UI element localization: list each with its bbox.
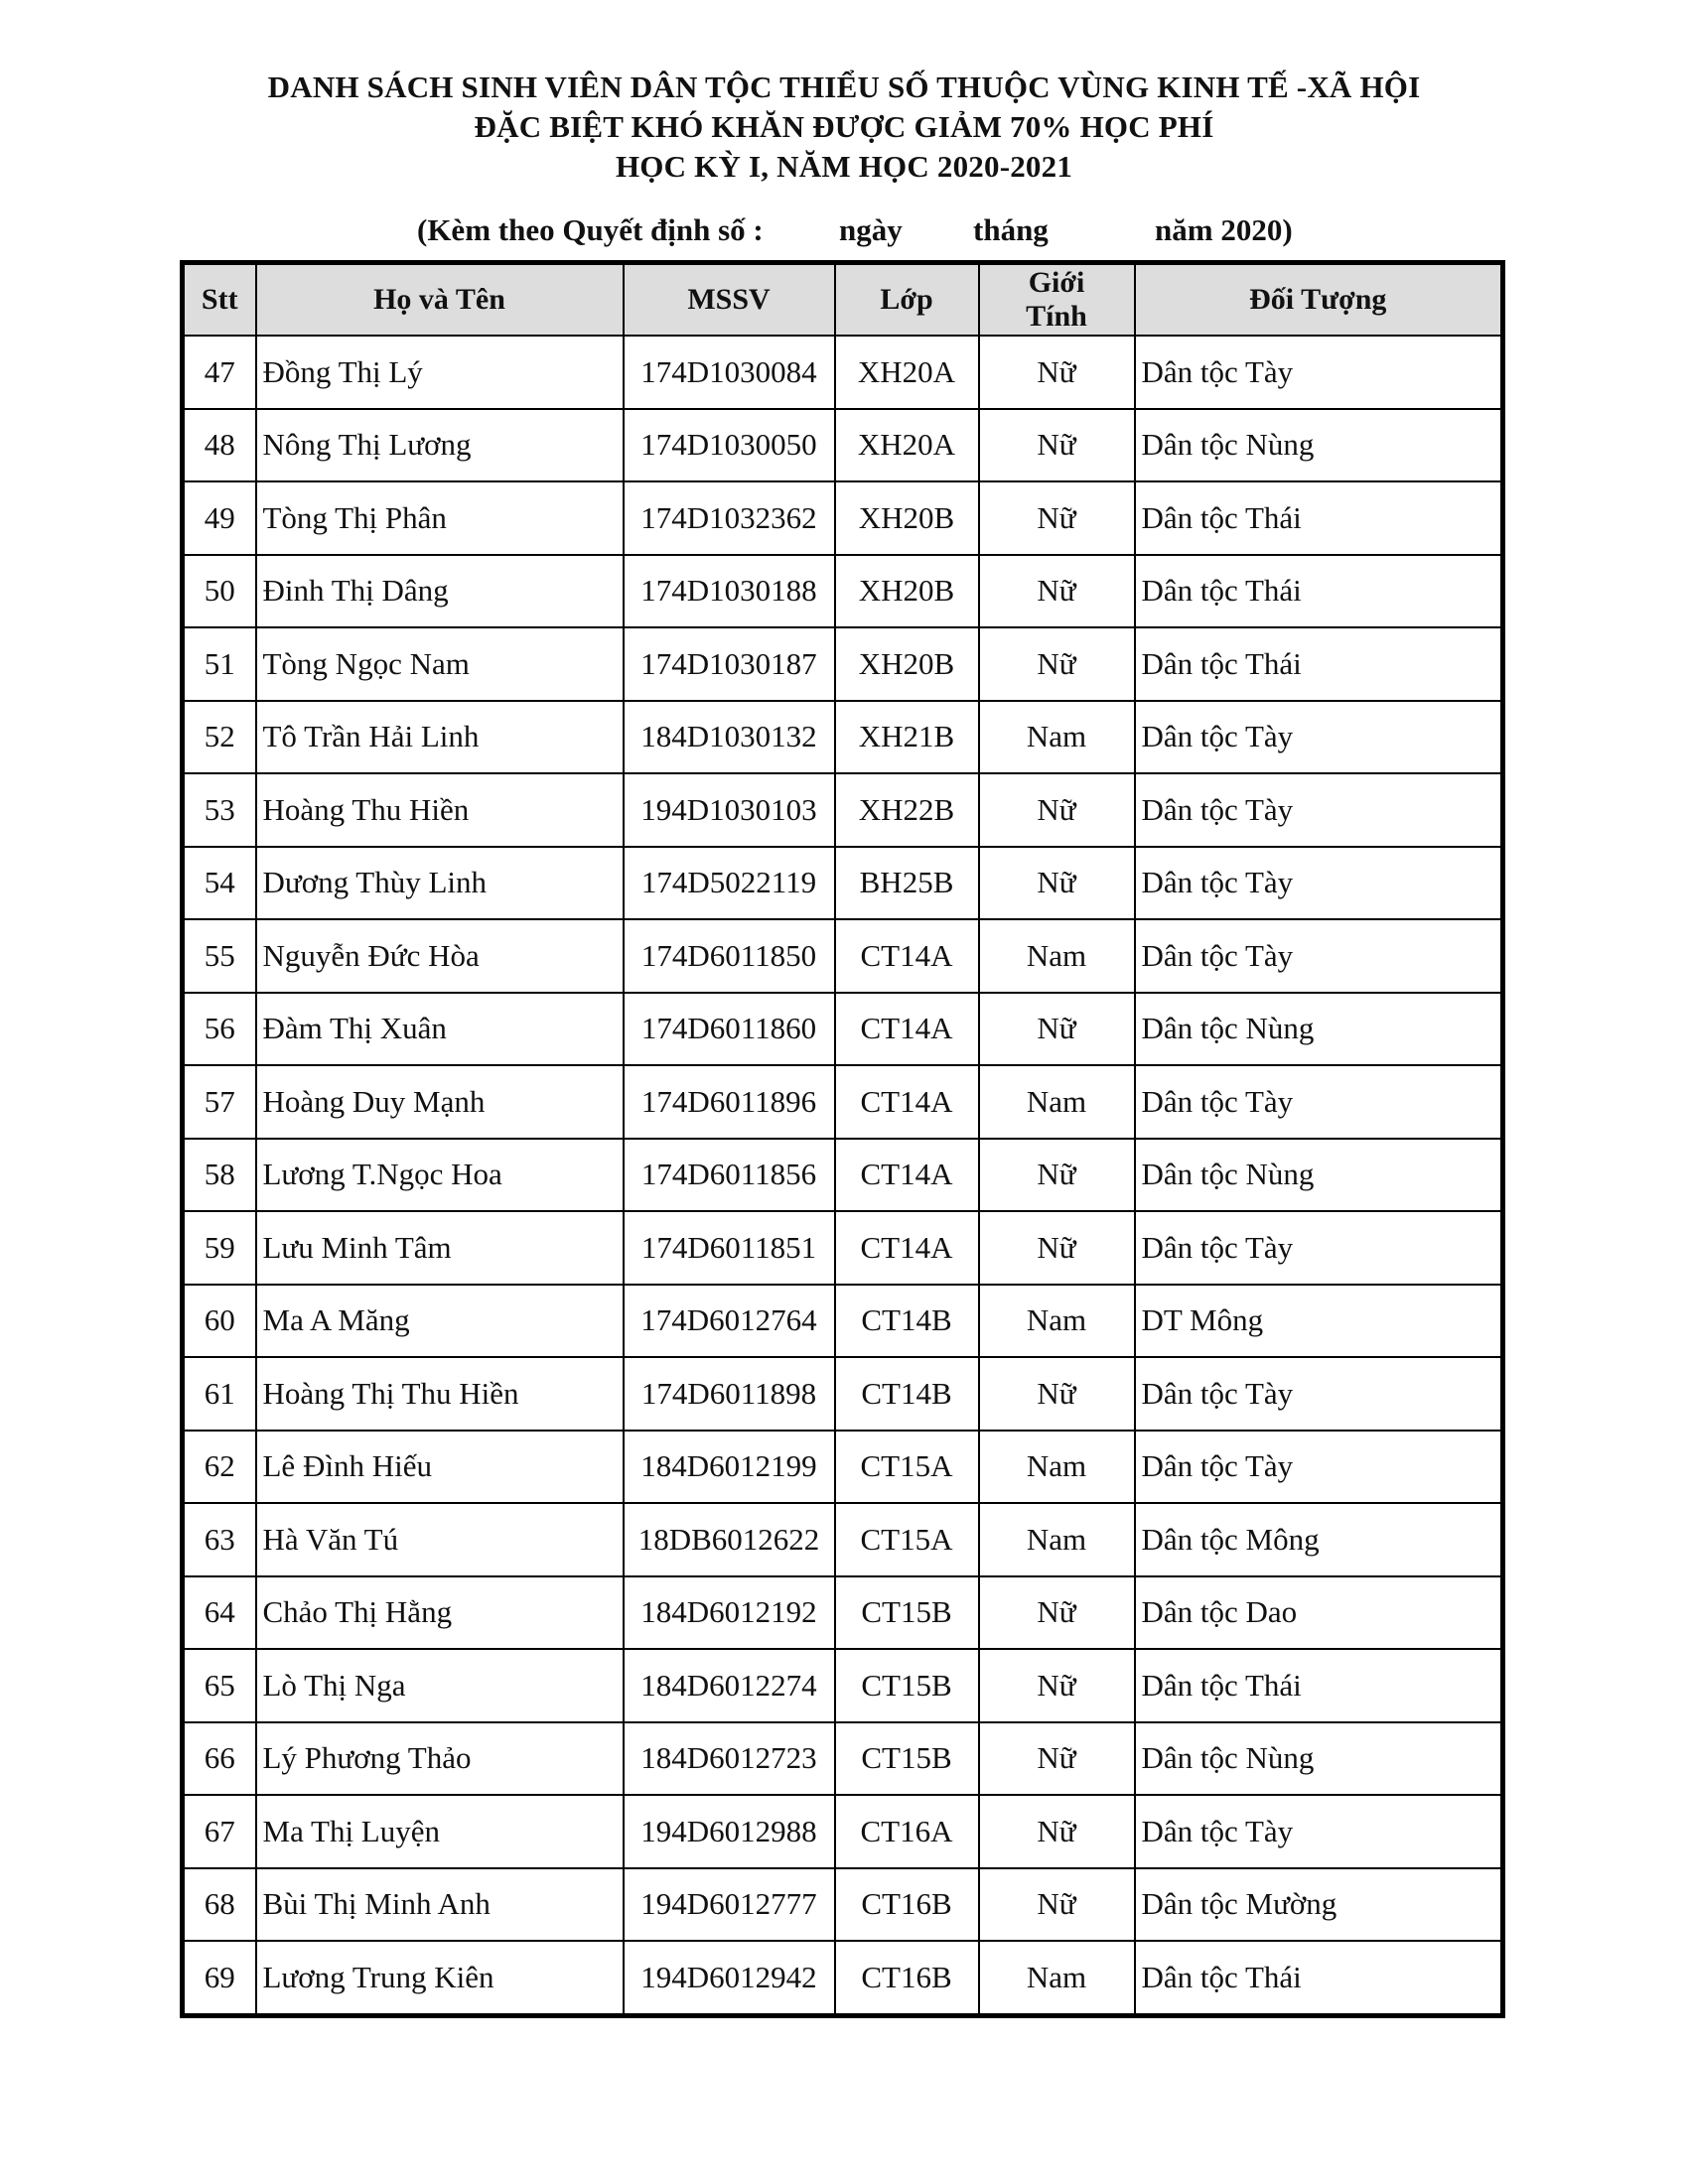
cell-category: DT Mông <box>1135 1285 1503 1358</box>
cell-stt: 67 <box>183 1795 256 1868</box>
cell-class: XH20B <box>835 627 979 701</box>
cell-stt: 57 <box>183 1065 256 1139</box>
decision-prefix: (Kèm theo Quyết định số : <box>417 212 764 247</box>
cell-class: XH20A <box>835 409 979 482</box>
cell-mssv: 194D6012777 <box>624 1868 835 1942</box>
cell-name: Đinh Thị Dâng <box>256 555 624 628</box>
cell-gender: Nữ <box>979 1576 1135 1650</box>
cell-gender: Nữ <box>979 481 1135 555</box>
cell-class: CT15B <box>835 1722 979 1796</box>
table-row <box>183 1795 1503 1868</box>
cell-category: Dân tộc Tày <box>1135 701 1503 774</box>
cell-category: Dân tộc Nùng <box>1135 1139 1503 1212</box>
cell-mssv: 174D6011850 <box>624 919 835 993</box>
cell-mssv: 174D1030084 <box>624 336 835 409</box>
table-row <box>183 1211 1503 1285</box>
cell-class: XH20B <box>835 555 979 628</box>
cell-category: Dân tộc Tày <box>1135 1211 1503 1285</box>
cell-name: Tòng Ngọc Nam <box>256 627 624 701</box>
cell-gender: Nữ <box>979 1211 1135 1285</box>
cell-stt: 62 <box>183 1431 256 1504</box>
header-class: Lớp <box>835 263 979 337</box>
cell-class: CT14A <box>835 993 979 1066</box>
cell-class: CT15A <box>835 1503 979 1576</box>
cell-gender: Nam <box>979 1431 1135 1504</box>
cell-class: CT15A <box>835 1431 979 1504</box>
cell-category: Dân tộc Tày <box>1135 1795 1503 1868</box>
cell-category: Dân tộc Mường <box>1135 1868 1503 1942</box>
cell-stt: 60 <box>183 1285 256 1358</box>
cell-mssv: 174D6011851 <box>624 1211 835 1285</box>
cell-stt: 56 <box>183 993 256 1066</box>
cell-stt: 49 <box>183 481 256 555</box>
cell-gender: Nữ <box>979 773 1135 847</box>
cell-mssv: 174D6011896 <box>624 1065 835 1139</box>
cell-stt: 61 <box>183 1357 256 1431</box>
cell-class: CT14B <box>835 1285 979 1358</box>
cell-gender: Nữ <box>979 336 1135 409</box>
cell-name: Hoàng Duy Mạnh <box>256 1065 624 1139</box>
cell-category: Dân tộc Tày <box>1135 919 1503 993</box>
cell-gender: Nữ <box>979 1649 1135 1722</box>
cell-class: CT15B <box>835 1576 979 1650</box>
cell-name: Đồng Thị Lý <box>256 336 624 409</box>
cell-name: Lương T.Ngọc Hoa <box>256 1139 624 1212</box>
cell-gender: Nữ <box>979 1722 1135 1796</box>
cell-name: Nông Thị Lương <box>256 409 624 482</box>
title-line-2: ĐẶC BIỆT KHÓ KHĂN ĐƯỢC GIẢM 70% HỌC PHÍ <box>474 109 1214 144</box>
cell-class: CT14A <box>835 1211 979 1285</box>
header-category: Đối Tượng <box>1135 263 1503 337</box>
cell-stt: 50 <box>183 555 256 628</box>
table-row <box>183 919 1503 993</box>
cell-name: Bùi Thị Minh Anh <box>256 1868 624 1942</box>
table-row <box>183 1357 1503 1431</box>
cell-stt: 51 <box>183 627 256 701</box>
cell-stt: 58 <box>183 1139 256 1212</box>
cell-mssv: 194D6012942 <box>624 1941 835 2015</box>
cell-name: Lê Đình Hiếu <box>256 1431 624 1504</box>
cell-category: Dân tộc Tày <box>1135 847 1503 920</box>
table-row <box>183 1649 1503 1722</box>
cell-stt: 47 <box>183 336 256 409</box>
document-title <box>0 68 1688 187</box>
cell-gender: Nam <box>979 1941 1135 2015</box>
header-name: Họ và Tên <box>256 263 624 337</box>
student-table <box>180 260 1505 2018</box>
cell-stt: 65 <box>183 1649 256 1722</box>
cell-stt: 63 <box>183 1503 256 1576</box>
cell-mssv: 184D6012274 <box>624 1649 835 1722</box>
table-row <box>183 1576 1503 1650</box>
cell-gender: Nữ <box>979 555 1135 628</box>
cell-category: Dân tộc Nùng <box>1135 409 1503 482</box>
table-row <box>183 1503 1503 1576</box>
decision-year: năm 2020) <box>1155 212 1293 247</box>
table-row <box>183 701 1503 774</box>
cell-mssv: 174D6011860 <box>624 993 835 1066</box>
cell-class: CT15B <box>835 1649 979 1722</box>
cell-category: Dân tộc Dao <box>1135 1576 1503 1650</box>
cell-gender: Nam <box>979 1285 1135 1358</box>
table-row <box>183 627 1503 701</box>
cell-mssv: 184D6012723 <box>624 1722 835 1796</box>
header-gender <box>979 263 1135 337</box>
cell-name: Lưu Minh Tâm <box>256 1211 624 1285</box>
cell-class: BH25B <box>835 847 979 920</box>
cell-name: Hà Văn Tú <box>256 1503 624 1576</box>
cell-stt: 64 <box>183 1576 256 1650</box>
cell-category: Dân tộc Tày <box>1135 336 1503 409</box>
table-row <box>183 336 1503 409</box>
cell-mssv: 194D1030103 <box>624 773 835 847</box>
cell-stt: 55 <box>183 919 256 993</box>
cell-mssv: 174D1030188 <box>624 555 835 628</box>
cell-category: Dân tộc Tày <box>1135 1357 1503 1431</box>
cell-class: XH20A <box>835 336 979 409</box>
cell-class: XH21B <box>835 701 979 774</box>
cell-class: XH22B <box>835 773 979 847</box>
cell-gender: Nữ <box>979 1357 1135 1431</box>
cell-mssv: 174D1030050 <box>624 409 835 482</box>
cell-name: Tòng Thị Phân <box>256 481 624 555</box>
cell-name: Lò Thị Nga <box>256 1649 624 1722</box>
cell-category: Dân tộc Thái <box>1135 555 1503 628</box>
cell-stt: 53 <box>183 773 256 847</box>
cell-gender: Nữ <box>979 409 1135 482</box>
header-stt: Stt <box>183 263 256 337</box>
header-gender-line2: Tính <box>1026 300 1087 333</box>
cell-name: Lương Trung Kiên <box>256 1941 624 2015</box>
cell-gender: Nam <box>979 701 1135 774</box>
cell-class: CT16A <box>835 1795 979 1868</box>
cell-mssv: 174D5022119 <box>624 847 835 920</box>
cell-mssv: 174D1030187 <box>624 627 835 701</box>
cell-gender: Nam <box>979 919 1135 993</box>
cell-mssv: 174D6012764 <box>624 1285 835 1358</box>
cell-name: Nguyễn Đức Hòa <box>256 919 624 993</box>
header-mssv: MSSV <box>624 263 835 337</box>
cell-gender: Nam <box>979 1503 1135 1576</box>
cell-stt: 52 <box>183 701 256 774</box>
cell-category: Dân tộc Tày <box>1135 1065 1503 1139</box>
table-row <box>183 1285 1503 1358</box>
cell-gender: Nữ <box>979 627 1135 701</box>
table-row <box>183 555 1503 628</box>
cell-stt: 54 <box>183 847 256 920</box>
cell-mssv: 184D6012192 <box>624 1576 835 1650</box>
cell-mssv: 18DB6012622 <box>624 1503 835 1576</box>
table-row <box>183 409 1503 482</box>
cell-mssv: 174D6011898 <box>624 1357 835 1431</box>
table-row <box>183 1065 1503 1139</box>
cell-name: Ma A Măng <box>256 1285 624 1358</box>
cell-stt: 66 <box>183 1722 256 1796</box>
cell-class: CT16B <box>835 1868 979 1942</box>
cell-category: Dân tộc Thái <box>1135 1941 1503 2015</box>
cell-gender: Nam <box>979 1065 1135 1139</box>
title-line-1: DANH SÁCH SINH VIÊN DÂN TỘC THIỂU SỐ THUỘC VÙNG KINH TẾ -XÃ HỘI <box>267 69 1421 104</box>
cell-category: Dân tộc Tày <box>1135 1431 1503 1504</box>
table-row <box>183 481 1503 555</box>
cell-category: Dân tộc Nùng <box>1135 993 1503 1066</box>
cell-name: Lý Phương Thảo <box>256 1722 624 1796</box>
table-row <box>183 847 1503 920</box>
table-header-row <box>183 263 1503 337</box>
title-line-3: HỌC KỲ I, NĂM HỌC 2020-2021 <box>615 149 1073 184</box>
cell-gender: Nữ <box>979 1139 1135 1212</box>
cell-name: Đàm Thị Xuân <box>256 993 624 1066</box>
cell-gender: Nữ <box>979 993 1135 1066</box>
cell-class: CT14B <box>835 1357 979 1431</box>
table-row <box>183 993 1503 1066</box>
table-row <box>183 1722 1503 1796</box>
cell-name: Hoàng Thị Thu Hiền <box>256 1357 624 1431</box>
cell-class: CT14A <box>835 919 979 993</box>
cell-category: Dân tộc Nùng <box>1135 1722 1503 1796</box>
cell-gender: Nữ <box>979 847 1135 920</box>
cell-mssv: 174D1032362 <box>624 481 835 555</box>
table-body <box>183 336 1503 2015</box>
cell-class: CT14A <box>835 1065 979 1139</box>
cell-mssv: 174D6011856 <box>624 1139 835 1212</box>
cell-category: Dân tộc Tày <box>1135 773 1503 847</box>
cell-gender: Nữ <box>979 1795 1135 1868</box>
cell-mssv: 194D6012988 <box>624 1795 835 1868</box>
cell-class: XH20B <box>835 481 979 555</box>
cell-stt: 68 <box>183 1868 256 1942</box>
cell-mssv: 184D6012199 <box>624 1431 835 1504</box>
cell-name: Hoàng Thu Hiền <box>256 773 624 847</box>
table-row <box>183 773 1503 847</box>
cell-category: Dân tộc Thái <box>1135 1649 1503 1722</box>
cell-class: CT14A <box>835 1139 979 1212</box>
table-row <box>183 1868 1503 1942</box>
cell-name: Chảo Thị Hằng <box>256 1576 624 1650</box>
cell-name: Tô Trần Hải Linh <box>256 701 624 774</box>
cell-stt: 59 <box>183 1211 256 1285</box>
decision-month: tháng <box>973 212 1049 247</box>
cell-mssv: 184D1030132 <box>624 701 835 774</box>
decision-day: ngày <box>839 212 903 247</box>
table-row <box>183 1139 1503 1212</box>
cell-category: Dân tộc Mông <box>1135 1503 1503 1576</box>
table-row <box>183 1431 1503 1504</box>
cell-category: Dân tộc Thái <box>1135 627 1503 701</box>
cell-category: Dân tộc Thái <box>1135 481 1503 555</box>
cell-name: Dương Thùy Linh <box>256 847 624 920</box>
cell-stt: 48 <box>183 409 256 482</box>
cell-gender: Nữ <box>979 1868 1135 1942</box>
table-row <box>183 1941 1503 2015</box>
cell-name: Ma Thị Luyện <box>256 1795 624 1868</box>
cell-class: CT16B <box>835 1941 979 2015</box>
header-gender-line1: Giới <box>1028 266 1085 299</box>
cell-stt: 69 <box>183 1941 256 2015</box>
